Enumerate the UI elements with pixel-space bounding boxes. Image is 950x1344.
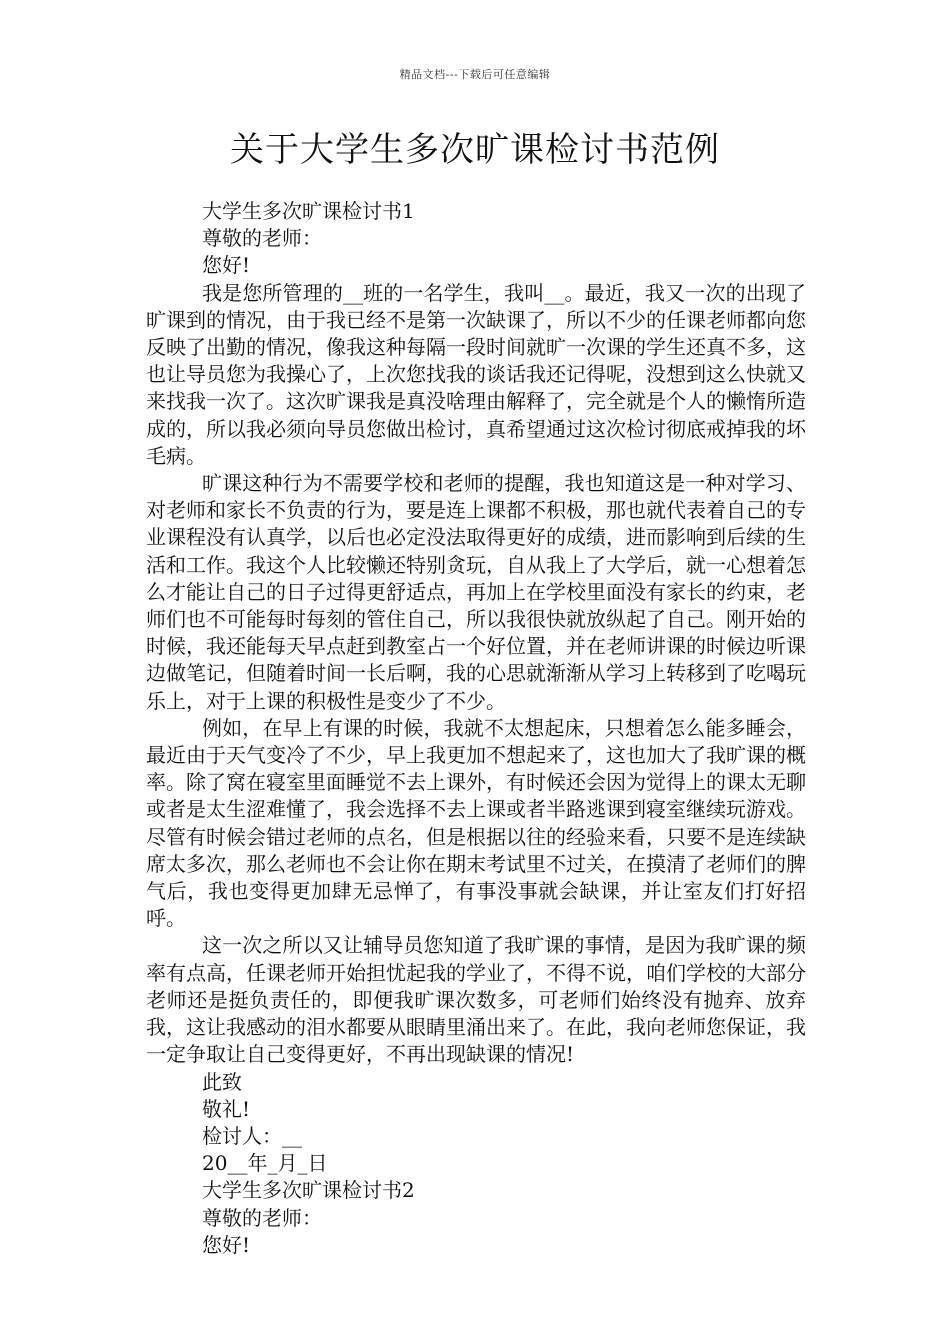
body-paragraph: 这一次之所以又让辅导员您知道了我旷课的事情，是因为我旷课的频率有点高，任课老师开始担忧起我的学业了，不得不说，咱们学校的大部分老师还是挺负责任的，即便我旷课次数多，可老师们始终没有抛弃、放弃我，这让我感动的泪水都要从眼睛里涌出来了。在此，我向老师您保证，我一定争取让自己变得更好，不再出现缺课的情况! bbox=[146, 933, 806, 1067]
date-line: 20__年_月_日 bbox=[202, 1151, 328, 1176]
document-body bbox=[146, 198, 806, 1259]
document-title: 关于大学生多次旷课检讨书范例 bbox=[230, 130, 720, 170]
body-paragraph: 例如，在早上有课的时候，我就不太想起床，只想着怎么能多睡会，最近由于天气变冷了不少，早上我更加不想起来了，这也加大了我旷课的概率。除了窝在寝室里面睡觉不去上课外，有时候还会因为觉得上的课太无聊或者是太生涩难懂了，我会选择不去上课或者半路逃课到寝室继续玩游戏。尽管有时候会错过老师的点名，但是根据以往的经验来看，只要不是连续缺席太多次，那么老师也不会让你在期末考试里不过关，在摸清了老师们的脾气后，我也变得更加肆无忌惮了，有事没事就会缺课，并让室友们打好招呼。 bbox=[146, 715, 806, 931]
closing-line: 此致 bbox=[202, 1069, 242, 1094]
body-paragraph: 我是您所管理的__班的一名学生，我叫__。最近，我又一次的出现了旷课到的情况，由于我已经不是第一次缺课了，所以不少的任课老师都向您反映了出勤的情况，像我这种每隔一段时间就旷一次课的学生还真不多，这也让导员您为我操心了，上次您找我的谈话我还记得呢，没想到这么快就又来找我一次了。这次旷课我是真没啥理由解释了，完全就是个人的懒惰所造成的，所以我必须向导员您做出检讨，真希望通过这次检讨彻底戒掉我的坏毛病。 bbox=[146, 280, 806, 468]
section-heading: 大学生多次旷课检讨书2 bbox=[202, 1178, 415, 1203]
body-paragraph: 旷课这种行为不需要学校和老师的提醒，我也知道这是一种对学习、对老师和家长不负责的行为，要是连上课都不积极，那也就代表着自己的专业课程没有认真学，以后也必定没法取得更好的成绩，进而影响到后续的生活和工作。我这个人比较懒还特别贪玩，自从我上了大学后，就一心想着怎么才能让自己的日子过得更舒适点，再加上在学校里面没有家长的约束，老师们也不可能每时每刻的管住自己，所以我很快就放纵起了自己。刚开始的时候，我还能每天早点赶到教室占一个好位置，并在老师讲课的时候边听课边做笔记，但随着时间一长后啊，我的心思就渐渐从学习上转移到了吃喝玩乐上，对于上课的积极性是变少了不少。 bbox=[146, 471, 806, 713]
greeting: 您好! bbox=[202, 1232, 251, 1257]
salutation: 尊敬的老师： bbox=[202, 1205, 322, 1230]
greeting: 您好! bbox=[202, 253, 251, 278]
signer-line: 检讨人：__ bbox=[202, 1123, 302, 1148]
section-heading: 大学生多次旷课检讨书1 bbox=[202, 199, 415, 223]
closing-line: 敬礼! bbox=[202, 1096, 251, 1121]
salutation: 尊敬的老师： bbox=[202, 226, 322, 251]
header-note: 精品文档---下载后可任意编辑 bbox=[399, 68, 551, 81]
